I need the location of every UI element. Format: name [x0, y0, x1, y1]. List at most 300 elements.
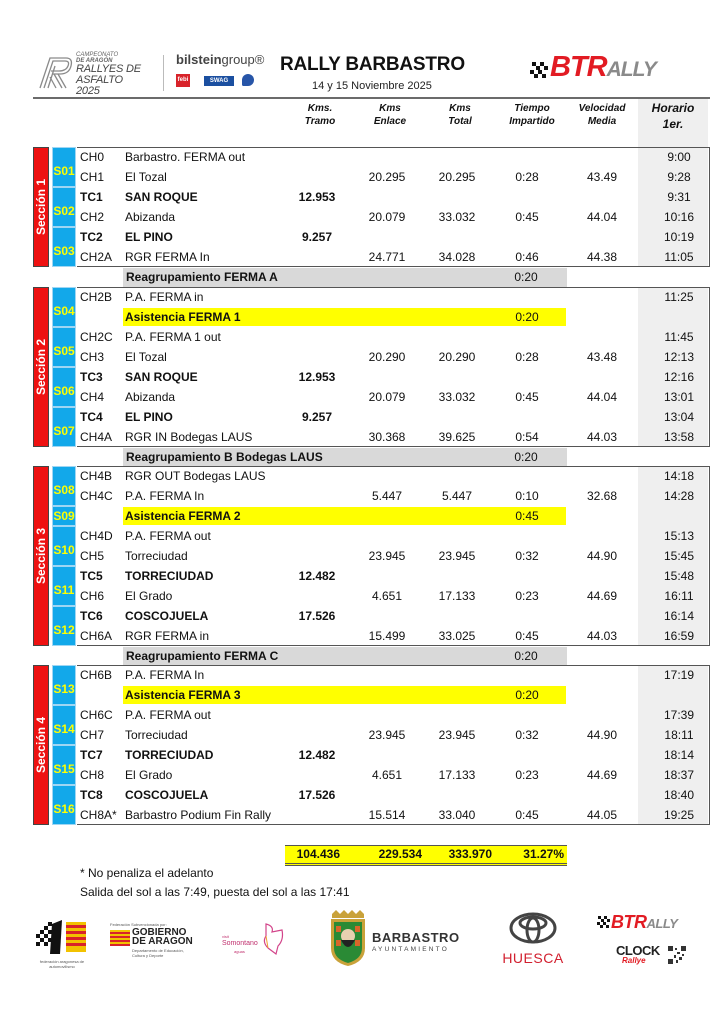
cell-enlace: 4.651	[371, 768, 403, 782]
cell-enlace: 20.290	[368, 350, 406, 364]
stage-block	[52, 227, 76, 267]
cell-desc: Torreciudad	[125, 728, 188, 742]
stage-block	[52, 466, 76, 506]
federacion-text: federación aragonesa de automovilismo	[39, 959, 85, 969]
cell-hora: 17:39	[663, 708, 695, 722]
stage-block	[52, 606, 76, 646]
huesca-text: HUESCA	[502, 950, 564, 966]
cell-desc: SAN ROQUE	[125, 190, 198, 204]
cell-hora: 19:25	[663, 808, 695, 822]
cell-code: TC2	[80, 230, 103, 244]
cell-code: TC7	[80, 748, 103, 762]
table-row	[77, 347, 708, 367]
checkered-flag-small-icon	[596, 915, 610, 929]
bilstein-bold: bilstein	[176, 52, 222, 67]
cell-hora: 18:14	[663, 748, 695, 762]
championship-r-mark-icon	[36, 54, 74, 90]
section-label: Sección 3	[34, 527, 48, 585]
cell-vel: 44.04	[586, 210, 618, 224]
cell-tiempo: 0:23	[515, 768, 539, 782]
cell-tiempo: 0:45	[515, 210, 539, 224]
cell-hora: 14:28	[663, 489, 695, 503]
stage-label: S06	[53, 383, 75, 398]
regroup-row	[123, 647, 567, 666]
cell-enlace: 20.079	[368, 390, 406, 404]
gobierno-line2: DE ARAGON	[132, 936, 193, 947]
table-row	[77, 785, 708, 805]
cell-enlace: 23.945	[368, 549, 406, 563]
cell-tiempo: 0:10	[515, 489, 539, 503]
cell-hora: 14:18	[663, 469, 695, 483]
cell-desc: El Grado	[125, 768, 173, 782]
cell-hora: 13:01	[663, 390, 695, 404]
cell-code: TC5	[80, 569, 103, 583]
cell-desc: Abizanda	[125, 390, 176, 404]
cell-desc: RGR FERMA in	[125, 629, 210, 643]
clock-text: CLOCK	[616, 943, 660, 958]
cell-desc: El Grado	[125, 589, 173, 603]
cell-code: CH2B	[80, 290, 113, 304]
federacion-flag-icon	[36, 920, 88, 954]
cell-tiempo: 0:23	[515, 589, 539, 603]
cell-desc: El Tozal	[125, 350, 167, 364]
somontano-map-icon	[260, 922, 286, 956]
blue-brand-icon	[242, 74, 254, 86]
cell-desc: Barbastro Podium Fin Rally	[125, 808, 272, 822]
stage-label: S14	[53, 721, 75, 736]
cell-code: CH6B	[80, 668, 113, 682]
somontano-small: visit	[222, 934, 229, 939]
regroup-label: Reagrupamiento FERMA C	[126, 649, 279, 663]
cell-hora: 18:11	[664, 728, 694, 742]
cell-enlace: 23.945	[368, 728, 406, 742]
barbastro-line1: BARBASTRO	[372, 930, 460, 945]
cell-tiempo: 0:20	[515, 688, 539, 702]
barbastro-line2: AYUNTAMIENTO	[372, 946, 449, 953]
aragon-flag-icon	[110, 930, 130, 946]
cell-desc: TORRECIUDAD	[125, 748, 214, 762]
cell-total: 33.025	[438, 629, 476, 643]
championship-line2: DE ARAGÓN	[76, 58, 113, 64]
table-row	[77, 387, 708, 407]
btr-grey-text: ALLY	[606, 58, 656, 81]
col-velocidad-l2: Media	[587, 116, 617, 127]
federacion-logo	[36, 920, 88, 968]
page-title: RALLY BARBASTRO	[280, 54, 465, 75]
toyota-huesca-logo	[498, 912, 568, 970]
table-row	[77, 606, 708, 626]
stage-block	[52, 785, 76, 825]
totals-row	[285, 845, 567, 866]
cell-code: CH6	[80, 589, 105, 603]
total-tramo: 104.436	[296, 847, 340, 861]
stage-block	[52, 506, 76, 526]
bilstein-light: group®	[221, 52, 265, 67]
cell-code: CH4C	[80, 489, 113, 503]
cell-desc: El Tozal	[125, 170, 167, 184]
regroup-row	[123, 268, 567, 287]
cell-desc: Asistencia FERMA 3	[125, 688, 241, 702]
stage-block	[52, 367, 76, 407]
cell-hora: 16:14	[663, 609, 695, 623]
cell-total: 5.447	[441, 489, 473, 503]
stage-block	[52, 147, 76, 187]
cell-vel: 44.90	[586, 549, 618, 563]
cell-desc: Torreciudad	[125, 549, 188, 563]
col-header-tramo	[290, 102, 350, 128]
cell-total: 23.945	[438, 728, 476, 742]
somontano-logo	[222, 922, 282, 962]
barbastro-shield-logo	[328, 910, 368, 966]
table-row	[77, 407, 708, 427]
cell-enlace: 20.295	[368, 170, 406, 184]
cell-hora: 10:19	[663, 230, 695, 244]
barbastro-shield-icon	[328, 910, 368, 966]
cell-code: CH2A	[80, 250, 113, 264]
cell-desc: P.A. FERMA In	[125, 668, 205, 682]
cell-vel: 44.69	[586, 768, 618, 782]
section-label-bar	[33, 665, 49, 825]
col-header-horario	[638, 100, 708, 132]
cell-code: TC6	[80, 609, 103, 623]
table-row	[77, 805, 708, 825]
section-label-bar	[33, 147, 49, 267]
stage-block	[52, 745, 76, 785]
cell-total: 17.133	[438, 768, 476, 782]
stage-block	[52, 407, 76, 447]
col-total-l2: Total	[448, 116, 472, 127]
cell-code: CH4D	[80, 529, 113, 543]
table-row	[77, 247, 708, 267]
col-total-l1: Kms	[449, 103, 471, 114]
table-row	[77, 427, 708, 447]
cell-enlace: 15.514	[368, 808, 406, 822]
regroup-label: Reagrupamiento FERMA A	[126, 270, 278, 284]
cell-code: TC4	[80, 410, 103, 424]
table-row	[77, 466, 708, 486]
cell-total: 17.133	[438, 589, 476, 603]
col-enlace-l1: Kms	[379, 103, 401, 114]
cell-vel: 44.03	[586, 430, 618, 444]
cell-desc: RGR FERMA In	[125, 250, 210, 264]
btr-text	[550, 53, 656, 82]
cell-enlace: 4.651	[371, 589, 403, 603]
cell-tramo: 17.526	[298, 788, 336, 802]
stage-label: S09	[53, 509, 75, 523]
cell-hora: 15:48	[663, 569, 695, 583]
stage-block	[52, 327, 76, 367]
cell-enlace: 24.771	[368, 250, 406, 264]
section-block	[33, 147, 710, 267]
assistance-row	[77, 685, 708, 705]
cell-code: CH4	[80, 390, 105, 404]
cell-code: CH5	[80, 549, 105, 563]
cell-desc: RGR OUT Bodegas LAUS	[125, 469, 266, 483]
col-header-total	[430, 102, 490, 128]
somontano-sub: aguas	[234, 949, 245, 954]
total-percent: 31.27%	[523, 847, 564, 861]
table-row	[77, 327, 708, 347]
cell-desc: P.A. FERMA in	[125, 290, 204, 304]
stage-block	[52, 526, 76, 566]
cell-tramo: 9.257	[301, 410, 333, 424]
cell-vel: 43.48	[586, 350, 618, 364]
somontano-name: Somontano	[222, 940, 258, 947]
section-block	[33, 287, 710, 447]
cell-hora: 11:25	[664, 290, 694, 304]
cell-desc: COSCOJUELA	[125, 609, 209, 623]
cell-tramo: 12.482	[298, 569, 336, 583]
cell-total: 33.032	[438, 210, 476, 224]
cell-code: CH4B	[80, 469, 113, 483]
header-separator	[163, 55, 164, 91]
cell-code: CH4A	[80, 430, 113, 444]
championship-line1: CAMPEONATO	[76, 52, 119, 58]
gobierno-dept1: Departamento de Educación,	[132, 948, 184, 953]
cell-code: TC1	[80, 190, 103, 204]
cell-desc: P.A. FERMA 1 out	[125, 330, 221, 344]
cell-code: CH8	[80, 768, 105, 782]
cell-desc: SAN ROQUE	[125, 370, 198, 384]
cell-code: TC3	[80, 370, 103, 384]
table-row	[77, 586, 708, 606]
stage-label: S15	[53, 761, 75, 776]
cell-code: CH7	[80, 728, 105, 742]
table-row	[77, 765, 708, 785]
cell-tramo: 9.257	[301, 230, 333, 244]
section-label: Sección 2	[34, 338, 48, 396]
regroup-label: Reagrupamiento B Bodegas LAUS	[126, 450, 323, 464]
cell-hora: 11:05	[664, 250, 694, 264]
col-tiempo-l2: Impartido	[509, 116, 555, 127]
table-row	[77, 486, 708, 506]
header-divider	[33, 97, 710, 99]
section-label-bar	[33, 287, 49, 447]
gobierno-small: Federación Subvencionada por:	[110, 922, 167, 927]
table-row	[77, 167, 708, 187]
assistance-row	[77, 307, 708, 327]
section-label: Sección 1	[34, 178, 48, 236]
cell-desc: P.A. FERMA out	[125, 529, 211, 543]
footer-btr-red: BTR	[611, 912, 647, 932]
cell-desc: Abizanda	[125, 210, 176, 224]
cell-tiempo: 0:32	[515, 549, 539, 563]
stage-label: S13	[53, 681, 75, 696]
cell-tiempo: 0:32	[515, 728, 539, 742]
barbastro-ayuntamiento-logo	[372, 931, 460, 954]
championship-line3: RALLYES DE	[76, 63, 141, 75]
cell-hora: 13:58	[663, 430, 695, 444]
col-tramo-l1: Kms.	[307, 103, 333, 114]
section-label: Sección 4	[34, 716, 48, 774]
cell-vel: 44.04	[586, 390, 618, 404]
btr-rally-footer-logo	[596, 912, 706, 934]
table-row	[77, 287, 708, 307]
table-row	[77, 546, 708, 566]
cell-tiempo: 0:45	[515, 808, 539, 822]
cell-vel: 32.68	[586, 489, 618, 503]
swag-logo: SWAG	[204, 76, 234, 86]
cell-desc: P.A. FERMA In	[125, 489, 205, 503]
total-enlace: 229.534	[378, 847, 422, 861]
clock-rallye-logo	[616, 944, 691, 968]
cell-vel: 44.69	[586, 589, 618, 603]
stage-label: S10	[53, 542, 75, 557]
footer-btr-grey: ALLY	[646, 916, 678, 931]
cell-hora: 12:16	[663, 370, 695, 384]
table-row	[77, 705, 708, 725]
stage-label: S07	[53, 423, 75, 438]
col-enlace-l2: Enlace	[373, 116, 407, 127]
cell-enlace: 5.447	[371, 489, 403, 503]
cell-code: CH0	[80, 150, 105, 164]
cell-code: CH2C	[80, 330, 113, 344]
regroup-time: 0:20	[514, 450, 538, 464]
cell-total: 23.945	[438, 549, 476, 563]
cell-vel: 44.03	[586, 629, 618, 643]
cell-enlace: 30.368	[368, 430, 406, 444]
cell-total: 20.295	[438, 170, 476, 184]
note-adelanto: * No penaliza el adelanto	[80, 866, 214, 880]
cell-code: CH1	[80, 170, 105, 184]
stage-label: S04	[53, 303, 75, 318]
stage-label: S11	[53, 582, 75, 597]
table-row	[77, 665, 708, 685]
cell-tiempo: 0:45	[515, 509, 539, 523]
bilstein-logo	[176, 52, 264, 67]
col-header-tiempo	[497, 102, 567, 128]
cell-tramo: 17.526	[298, 609, 336, 623]
cell-hora: 16:11	[664, 589, 694, 603]
table-row	[77, 566, 708, 586]
cell-hora: 18:37	[663, 768, 695, 782]
cell-hora: 10:16	[663, 210, 695, 224]
qr-code-icon	[668, 946, 686, 964]
cell-tiempo: 0:28	[515, 350, 539, 364]
regroup-time: 0:20	[514, 649, 538, 663]
cell-hora: 11:45	[664, 330, 694, 344]
cell-tramo: 12.953	[298, 190, 336, 204]
event-date: 14 y 15 Noviembre 2025	[312, 80, 432, 92]
table-row	[77, 227, 708, 247]
table-row	[77, 725, 708, 745]
cell-tiempo: 0:54	[515, 430, 539, 444]
col-tramo-l2: Tramo	[304, 116, 336, 127]
cell-enlace: 15.499	[368, 629, 406, 643]
cell-vel: 44.38	[586, 250, 618, 264]
cell-hora: 17:19	[663, 668, 695, 682]
checkered-flag-icon	[528, 60, 550, 80]
cell-tiempo: 0:46	[515, 250, 539, 264]
table-row	[77, 526, 708, 546]
cell-total: 33.032	[438, 390, 476, 404]
table-row	[77, 367, 708, 387]
section-block	[33, 466, 710, 646]
cell-total: 39.625	[438, 430, 476, 444]
cell-total: 20.290	[438, 350, 476, 364]
cell-hora: 16:59	[663, 629, 695, 643]
cell-tiempo: 0:45	[515, 390, 539, 404]
stage-label: S03	[53, 243, 75, 258]
stage-label: S02	[53, 203, 75, 218]
note-sun: Salida del sol a las 7:49, puesta del sol a las 17:41	[80, 885, 350, 899]
stage-block	[52, 665, 76, 705]
cell-code: CH3	[80, 350, 105, 364]
stage-block	[52, 705, 76, 745]
cell-desc: TORRECIUDAD	[125, 569, 214, 583]
stage-label: S01	[53, 163, 75, 178]
gobierno-dept2: Cultura y Deporte	[132, 953, 164, 958]
regroup-row	[123, 448, 567, 467]
cell-tiempo: 0:28	[515, 170, 539, 184]
cell-hora: 15:13	[663, 529, 695, 543]
cell-code: CH2	[80, 210, 105, 224]
col-header-enlace	[360, 102, 420, 128]
cell-tiempo: 0:20	[515, 310, 539, 324]
cell-total: 33.040	[438, 808, 476, 822]
col-horario-l2: 1er.	[662, 117, 684, 131]
assistance-row	[77, 506, 708, 526]
stage-label: S16	[53, 801, 75, 816]
cell-desc: EL PINO	[125, 410, 173, 424]
cell-desc: P.A. FERMA out	[125, 708, 211, 722]
cell-desc: EL PINO	[125, 230, 173, 244]
btr-red-text: BTR	[550, 51, 607, 83]
gobierno-aragon-logo	[110, 922, 205, 966]
cell-vel: 44.90	[586, 728, 618, 742]
cell-tiempo: 0:45	[515, 629, 539, 643]
cell-code: TC8	[80, 788, 103, 802]
stage-label: S05	[53, 343, 75, 358]
cell-tramo: 12.482	[298, 748, 336, 762]
table-row	[77, 745, 708, 765]
col-tiempo-l1: Tiempo	[514, 103, 550, 114]
cell-hora: 9:28	[667, 170, 691, 184]
btr-rally-logo	[528, 51, 706, 86]
stage-block	[52, 187, 76, 227]
stage-label: S12	[53, 622, 75, 637]
col-velocidad-l1: Velocidad	[578, 103, 626, 114]
cell-tramo: 12.953	[298, 370, 336, 384]
stage-label: S08	[53, 482, 75, 497]
championship-line4: ASFALTO 2025	[76, 74, 123, 97]
febi-logo: febi	[176, 74, 190, 87]
col-horario-l1: Horario	[651, 101, 695, 115]
cell-desc: RGR IN Bodegas LAUS	[125, 430, 253, 444]
cell-desc: Asistencia FERMA 2	[125, 509, 241, 523]
cell-vel: 43.49	[586, 170, 618, 184]
table-row	[77, 187, 708, 207]
stage-block	[52, 566, 76, 606]
cell-total: 34.028	[438, 250, 476, 264]
regroup-time: 0:20	[514, 270, 538, 284]
cell-desc: Barbastro. FERMA out	[125, 150, 246, 164]
table-row	[77, 147, 708, 167]
cell-hora: 15:45	[663, 549, 695, 563]
gobierno-line1: GOBIERNO	[132, 927, 187, 938]
cell-code: CH6A	[80, 629, 113, 643]
toyota-emblem-icon	[508, 912, 558, 944]
championship-text	[76, 52, 148, 97]
cell-desc: COSCOJUELA	[125, 788, 209, 802]
stage-block	[52, 287, 76, 327]
cell-hora: 18:40	[663, 788, 695, 802]
rallye-text: Rallye	[622, 956, 646, 965]
championship-logo	[36, 52, 148, 97]
cell-hora: 9:00	[667, 150, 691, 164]
cell-code: CH8A*	[80, 808, 117, 822]
cell-enlace: 20.079	[368, 210, 406, 224]
